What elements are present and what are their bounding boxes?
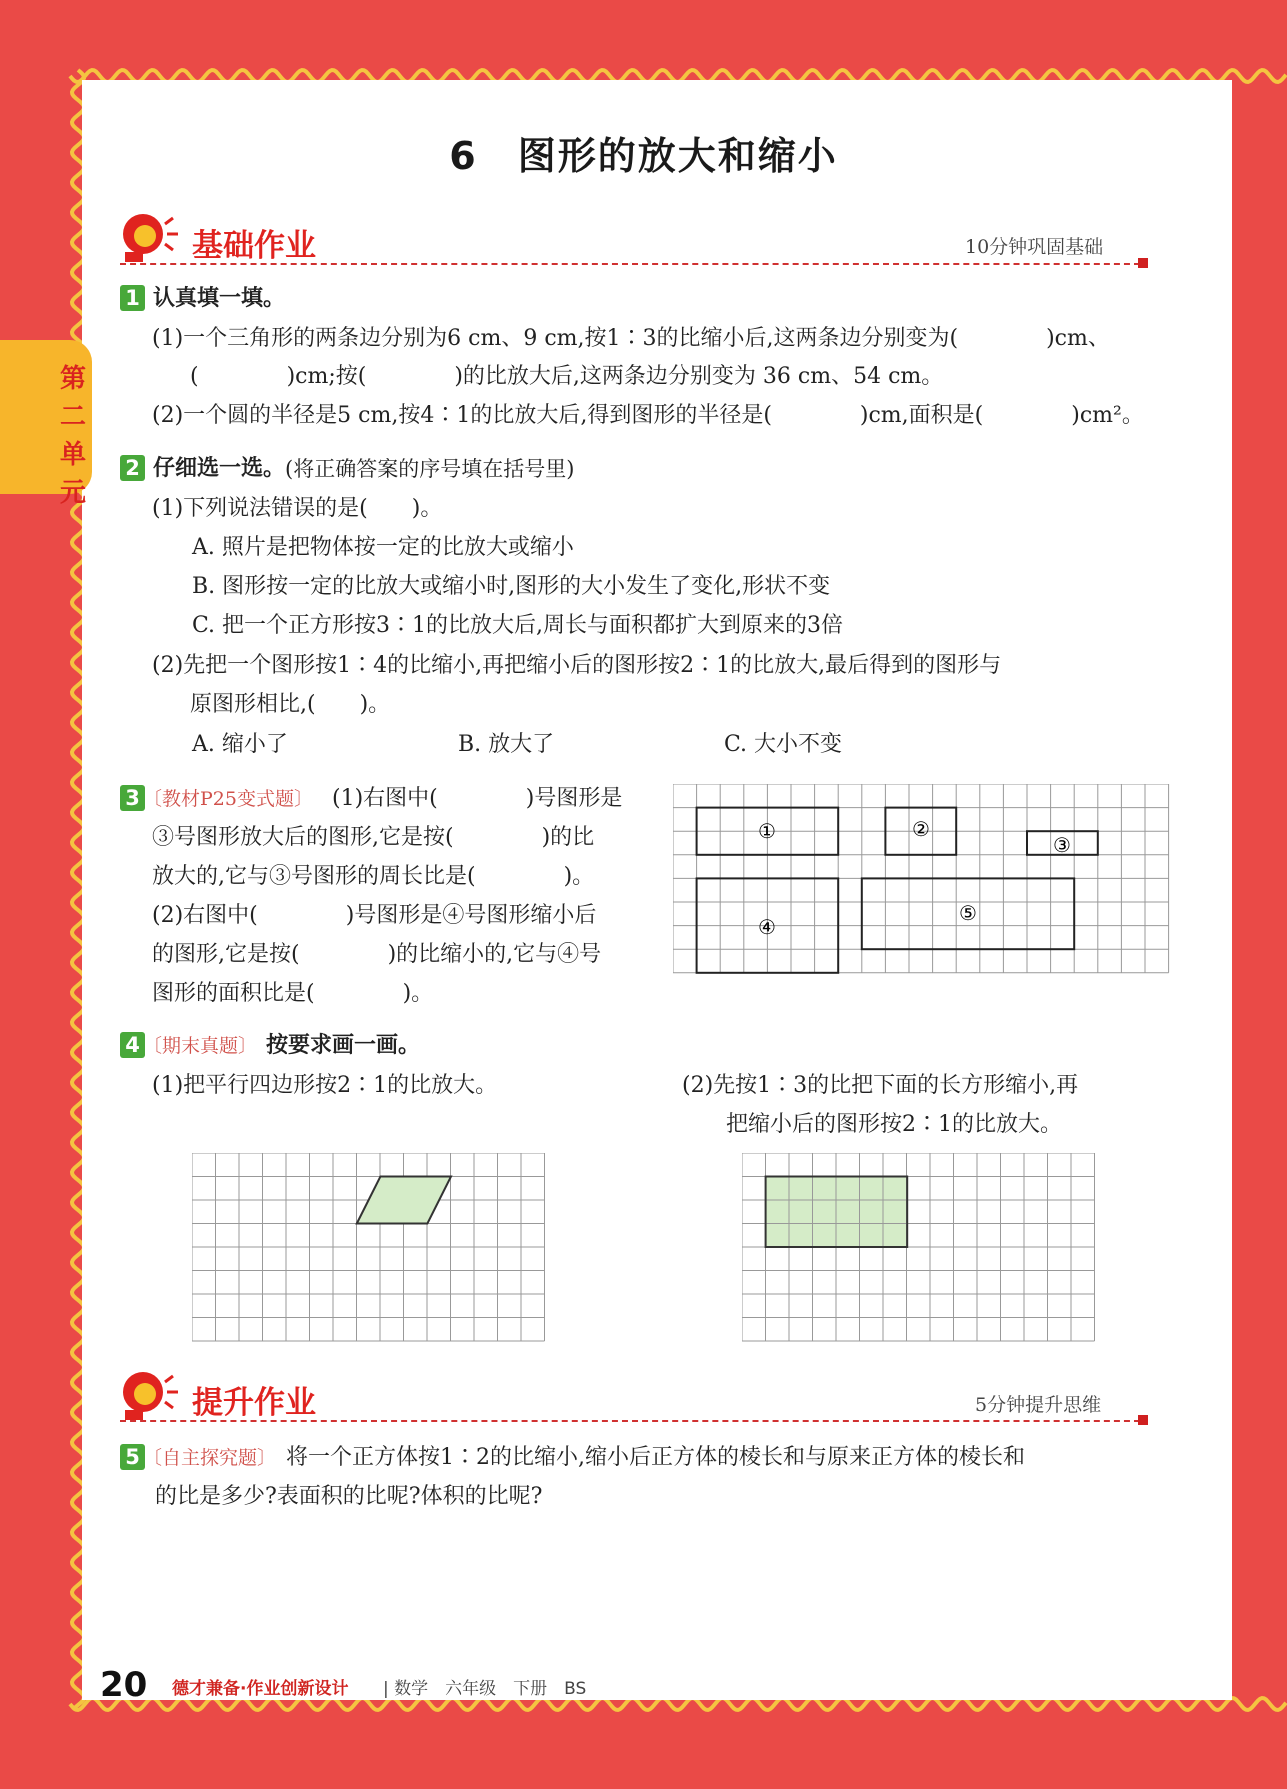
question-text: 图形的面积比是( )。: [152, 981, 434, 1006]
section-advanced-note: 5分钟提升思维: [975, 1394, 1102, 1416]
question-text: (2)先按1∶3的比把下面的长方形缩小,再: [682, 1073, 1079, 1098]
shape-label: ②: [912, 817, 930, 841]
mascot-icon: [115, 1368, 183, 1424]
option-text: B. 放大了: [458, 732, 555, 757]
unit-tab-label: 第 二 单 元: [59, 364, 86, 508]
footer-info: | 数学 六年级 下册 BS: [383, 1679, 587, 1699]
section-advanced-divider: [120, 1420, 1140, 1422]
shape-grid: [673, 784, 1171, 976]
question-text: (2)先把一个图形按1∶4的比缩小,再把缩小后的图形按2∶1的比放大,最后得到的图形与: [152, 653, 1002, 678]
question-tag: 〔教材P25变式题〕: [143, 788, 313, 810]
parallelogram-shape: [357, 1177, 451, 1224]
question-text: 原图形相比,( )。: [190, 692, 391, 717]
question-hint: (将正确答案的序号填在括号里): [285, 457, 575, 481]
question-text: 将一个正方体按1∶2的比缩小,缩小后正方体的棱长和与原来正方体的棱长和: [286, 1445, 1025, 1470]
shape-label: ①: [758, 819, 776, 843]
question-text: 的比是多少?表面积的比呢?体积的比呢?: [155, 1484, 543, 1509]
section-basic-note: 10分钟巩固基础: [965, 236, 1104, 258]
option-text: C. 把一个正方形按3∶1的比放大后,周长与面积都扩大到原来的3倍: [192, 613, 844, 638]
question-title: 认真填一填。: [153, 286, 286, 311]
question-text: 放大的,它与③号图形的周长比是( )。: [152, 864, 595, 889]
shape-label: ④: [758, 915, 776, 939]
question-title: 仔细选一选。: [153, 456, 286, 481]
shape-label: ⑤: [959, 901, 977, 925]
question-text: (1)右图中( )号图形是: [332, 786, 623, 811]
page-number: 20: [100, 1665, 148, 1705]
question-number: 2: [120, 455, 145, 481]
question-text: (2)右图中( )号图形是④号图形缩小后: [152, 903, 597, 928]
divider-end-mark: [1138, 1415, 1148, 1425]
section-basic-divider: [120, 263, 1140, 265]
option-text: A. 缩小了: [192, 732, 288, 757]
option-text: C. 大小不变: [724, 732, 843, 757]
question-title: 按要求画一画。: [266, 1033, 421, 1058]
question-text: ③号图形放大后的图形,它是按( )的比: [152, 825, 595, 850]
divider-end-mark: [1138, 258, 1148, 268]
section-basic-title: 基础作业: [192, 228, 316, 264]
question-text: 的图形,它是按( )的比缩小的,它与④号: [152, 942, 602, 967]
question-text: (1)一个三角形的两条边分别为6 cm、9 cm,按1∶3的比缩小后,这两条边分别变为( )cm、: [152, 326, 1110, 351]
question-text: (1)把平行四边形按2∶1的比放大。: [152, 1073, 498, 1098]
question-number: 5: [120, 1444, 145, 1470]
question-number: 4: [120, 1032, 145, 1058]
mascot-icon: [115, 210, 183, 266]
section-advanced-title: 提升作业: [192, 1385, 316, 1421]
shape-label: ③: [1053, 833, 1071, 857]
question-number: 3: [120, 785, 145, 811]
option-text: B. 图形按一定的比放大或缩小时,图形的大小发生了变化,形状不变: [192, 574, 831, 599]
question-tag: 〔自主探究题〕: [143, 1447, 277, 1469]
page-title: 6 图形的放大和缩小: [449, 134, 838, 178]
question-number: 1: [120, 285, 145, 311]
drawing-grid-parallelogram[interactable]: [192, 1153, 548, 1342]
option-text: A. 照片是把物体按一定的比放大或缩小: [192, 535, 574, 560]
footer-brand: 德才兼备·作业创新设计: [172, 1679, 349, 1699]
drawing-grid-rectangle[interactable]: [742, 1153, 1098, 1342]
question-text: (1)下列说法错误的是( )。: [152, 496, 443, 521]
question-text: (2)一个圆的半径是5 cm,按4∶1的比放大后,得到图形的半径是( )cm,面积是( )cm²。: [152, 403, 1144, 428]
question-text: ( )cm;按( )的比放大后,这两条边分别变为 36 cm、54 cm。: [190, 364, 944, 389]
question-tag: 〔期末真题〕: [143, 1035, 258, 1057]
question-text: 把缩小后的图形按2∶1的比放大。: [726, 1112, 1062, 1137]
